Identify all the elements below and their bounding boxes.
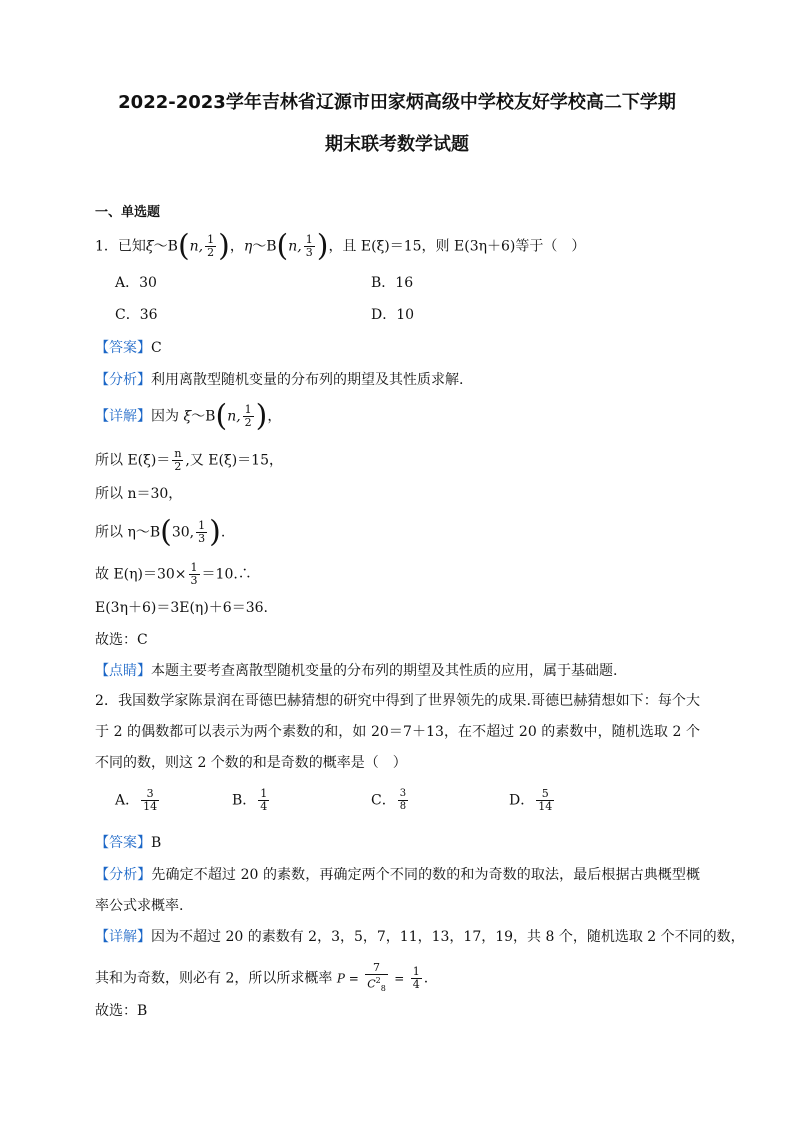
q1-frac-2: $\frac{1}{3}$: [305, 233, 313, 259]
q1-answer: 【答案】C: [95, 340, 162, 356]
q2-analysis: 【分析】先确定不超过 20 的素数，再确定两个不同的数的和为奇数的取法，最后根据古典概型概率公式求概率.: [95, 867, 701, 914]
title-line-1: 2022-2023学年吉林省辽源市田家炳高级中学校友好学校高二下学期: [118, 92, 676, 113]
q1-detail-start: 【详解】因为 ξ～B(n, $\frac{1}{2}$ )，: [95, 398, 282, 434]
q1-detail-line-4: 故 E(η)＝30× $\frac{1}{3}$ ＝10.∴: [95, 561, 252, 587]
q1-option-d[interactable]: D．10: [371, 307, 415, 323]
q1-detail-line-5: E(3η＋6)＝3E(η)＋6＝36.: [95, 600, 268, 616]
q2-prob-frac: $\frac{7}{C^2_8}$: [367, 961, 386, 993]
q2-stem: 2．我国数学家陈景润在哥德巴赫猜想的研究中得到了世界领先的成果.哥德巴赫猜想如下：每个大于 2 的偶数都可以表示为两个素数的和，如 20＝7＋13，在不超过 20 的素数中，随机选取 2 个不同的数，则这 2 个数的和是奇数的概率是（ ）: [95, 693, 700, 771]
title-line-2: 期末联考数学试题: [325, 134, 469, 155]
q1-detail-line-1: 所以 E(ξ)＝ $\frac{n}{2}$ ,又 E(ξ)＝15，: [95, 447, 283, 473]
q1-option-b[interactable]: B．16: [371, 275, 414, 291]
q2-answer: 【答案】B: [95, 835, 162, 851]
q1-option-c[interactable]: C．36: [115, 307, 158, 323]
q1-frac-1: $\frac{1}{2}$: [207, 233, 215, 259]
q1-stem: 1．已知ξ～B(n, $\frac{1}{2}$ )，η～B(n, $\frac{1}{3}$ )，且 E(ξ)＝15，则 E(3η＋6)等于（ ）: [95, 228, 586, 264]
q1-analysis: 【分析】利用离散型随机变量的分布列的期望及其性质求解.: [95, 372, 464, 388]
q2-detail-line-1: 【详解】因为不超过 20 的素数有 2，3，5，7，11，13，17，19，共 8 个，随机选取 2 个不同的数，: [95, 929, 745, 945]
q2-detail-line-2: 其和为奇数，则必有 2，所以所求概率 P = $\frac{7}{C^2_8}$ = $\frac{1}{4}$ .: [95, 961, 429, 993]
q1-detail-line-3: 所以 η～B(30, $\frac{1}{3}$ ).: [95, 514, 226, 550]
q2-option-d[interactable]: D． $\frac{5}{14}$: [509, 787, 553, 813]
q2-option-c[interactable]: C． $\frac{3}{8}$: [371, 788, 407, 812]
q1-choice: 故选：C: [95, 632, 148, 648]
q1-comment: 【点睛】本题主要考查离散型随机变量的分布列的期望及其性质的应用，属于基础题.: [95, 663, 618, 679]
section-heading: 一、单选题: [95, 205, 161, 220]
q1-detail-line-2: 所以 n＝30，: [95, 486, 183, 502]
q2-option-b[interactable]: B． $\frac{1}{4}$: [232, 787, 268, 813]
q2-option-a[interactable]: A． $\frac{3}{14}$: [115, 787, 158, 813]
q2-choice: 故选：B: [95, 1003, 148, 1019]
q1-option-a[interactable]: A．30: [115, 275, 157, 291]
